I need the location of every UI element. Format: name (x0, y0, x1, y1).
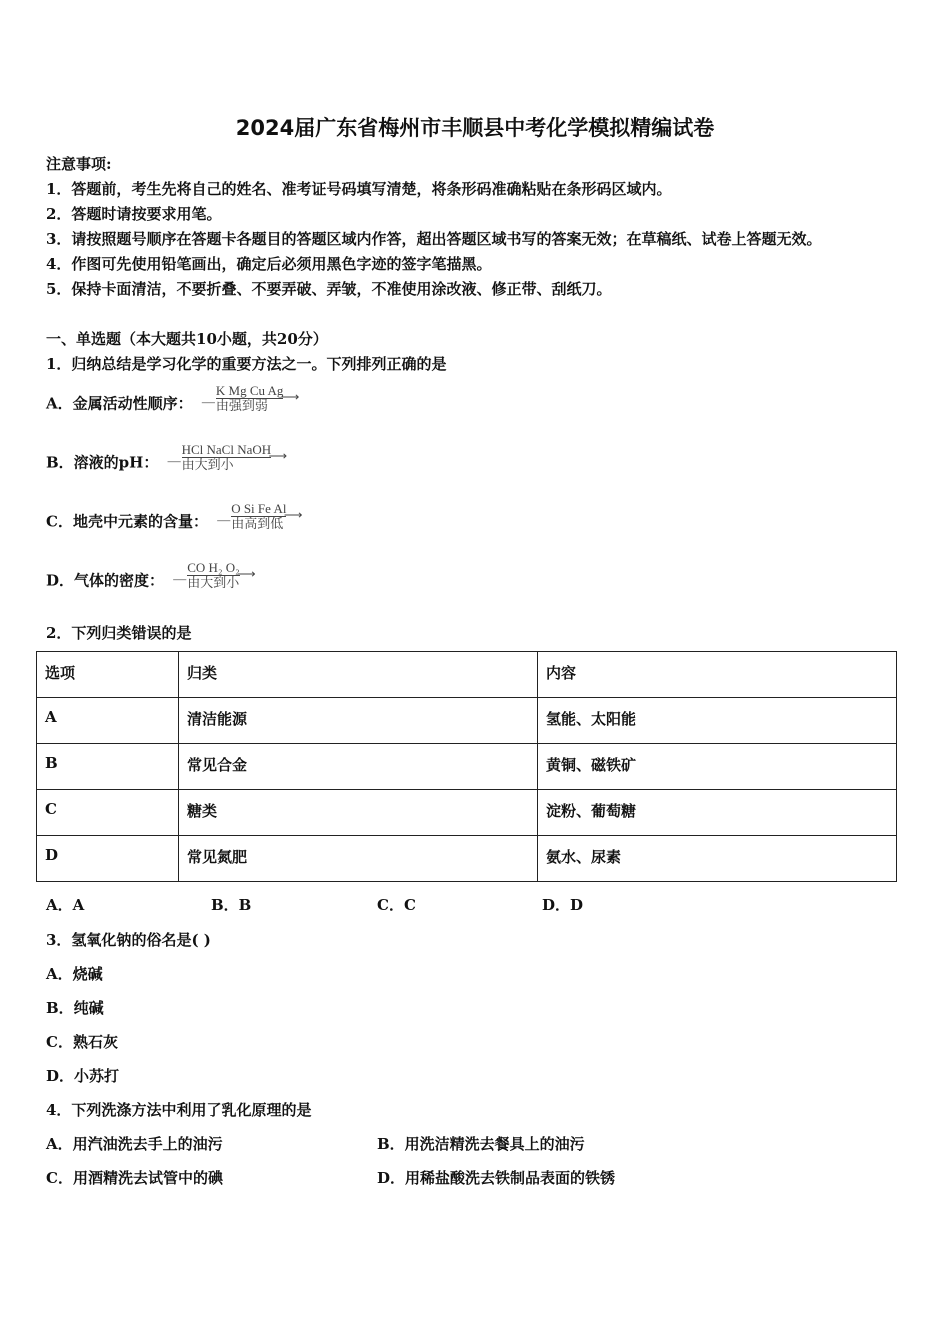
notice-item: 3．请按照题号顺序在答题卡各题目的答题区域内作答，超出答题区域书写的答案无效；在草稿纸、试卷上答题无效。 (46, 230, 822, 248)
q4-option-b: B．用洗洁精洗去餐具上的油污 (377, 1135, 585, 1153)
table-cell: D (37, 836, 179, 882)
page-title: 2024届广东省梅州市丰顺县中考化学模拟精编试卷 (235, 116, 715, 140)
q1-option-d: D．气体的密度： — CO H₂ O₂ 由大到小 ⟶ (46, 560, 256, 590)
table-cell: 氢能、太阳能 (538, 698, 897, 744)
table-cell: 常见氮肥 (179, 836, 538, 882)
q2-option-b: B．B (211, 896, 252, 914)
table-cell: C (37, 790, 179, 836)
table-header: 内容 (538, 652, 897, 698)
table-row (37, 698, 897, 744)
table-cell: 常见合金 (179, 744, 538, 790)
table-cell: B (37, 744, 179, 790)
q1-option-b: B．溶液的pH： — HCl NaCl NaOH 由大到小 ⟶ (46, 442, 288, 472)
q3-option-d: D．小苏打 (46, 1067, 120, 1085)
section-heading: 一、单选题（本大题共10小题，共20分） (46, 330, 328, 348)
table-header: 归类 (179, 652, 538, 698)
notice-item: 1．答题前，考生先将自己的姓名、准考证号码填写清楚，将条形码准确粘贴在条形码区域内。 (46, 180, 672, 198)
q2-option-d: D．D (542, 896, 584, 914)
question-3-stem: 3．氢氧化钠的俗名是( ) (46, 931, 211, 949)
q1-option-c-formula: — O Si Fe Al 由高到低 ⟶ (217, 501, 303, 531)
q2-option-c: C．C (377, 896, 416, 914)
arrow-icon: ⟶ (280, 389, 300, 404)
arrow-icon: ⟶ (268, 448, 288, 463)
table-cell: 黄铜、磁铁矿 (538, 744, 897, 790)
q1-option-d-formula: — CO H₂ O₂ 由大到小 ⟶ (173, 560, 256, 590)
q4-option-a: A．用汽油洗去手上的油污 (46, 1135, 223, 1153)
notice-item: 2．答题时请按要求用笔。 (46, 205, 222, 223)
table-header-row (37, 652, 897, 698)
q3-option-a: A．烧碱 (46, 965, 103, 983)
table-cell: 糖类 (179, 790, 538, 836)
question-1-stem: 1．归纳总结是学习化学的重要方法之一。下列排列正确的是 (46, 355, 447, 373)
table-cell: 氨水、尿素 (538, 836, 897, 882)
table-row (37, 744, 897, 790)
arrow-icon: ⟶ (283, 507, 303, 522)
q3-option-c: C．熟石灰 (46, 1033, 118, 1051)
notice-item: 5．保持卡面清洁，不要折叠、不要弄破、弄皱，不准使用涂改液、修正带、刮纸刀。 (46, 280, 612, 298)
q1-option-c: C．地壳中元素的含量： — O Si Fe Al 由高到低 ⟶ (46, 501, 303, 531)
table-cell: A (37, 698, 179, 744)
table-row (37, 836, 897, 882)
q2-option-a: A．A (46, 896, 85, 914)
q1-option-a-formula: — K Mg Cu Ag 由强到弱 ⟶ (201, 383, 300, 413)
q4-option-d: D．用稀盐酸洗去铁制品表面的铁锈 (377, 1169, 616, 1187)
question-2-stem: 2．下列归类错误的是 (46, 624, 192, 642)
notice-heading: 注意事项: (46, 155, 112, 173)
q3-option-b: B．纯碱 (46, 999, 104, 1017)
question-4-stem: 4．下列洗涤方法中利用了乳化原理的是 (46, 1101, 312, 1119)
arrow-icon: ⟶ (237, 566, 256, 581)
q1-option-b-formula: — HCl NaCl NaOH 由大到小 ⟶ (167, 442, 288, 472)
q4-option-c: C．用酒精洗去试管中的碘 (46, 1169, 223, 1187)
notice-item: 4．作图可先使用铅笔画出，确定后必须用黑色字迹的签字笔描黑。 (46, 255, 492, 273)
q1-option-a: A．金属活动性顺序： — K Mg Cu Ag 由强到弱 ⟶ (46, 383, 300, 413)
table-row (37, 790, 897, 836)
table-cell: 淀粉、葡萄糖 (538, 790, 897, 836)
table-header: 选项 (37, 652, 179, 698)
table-cell: 清洁能源 (179, 698, 538, 744)
classification-table (36, 651, 897, 882)
